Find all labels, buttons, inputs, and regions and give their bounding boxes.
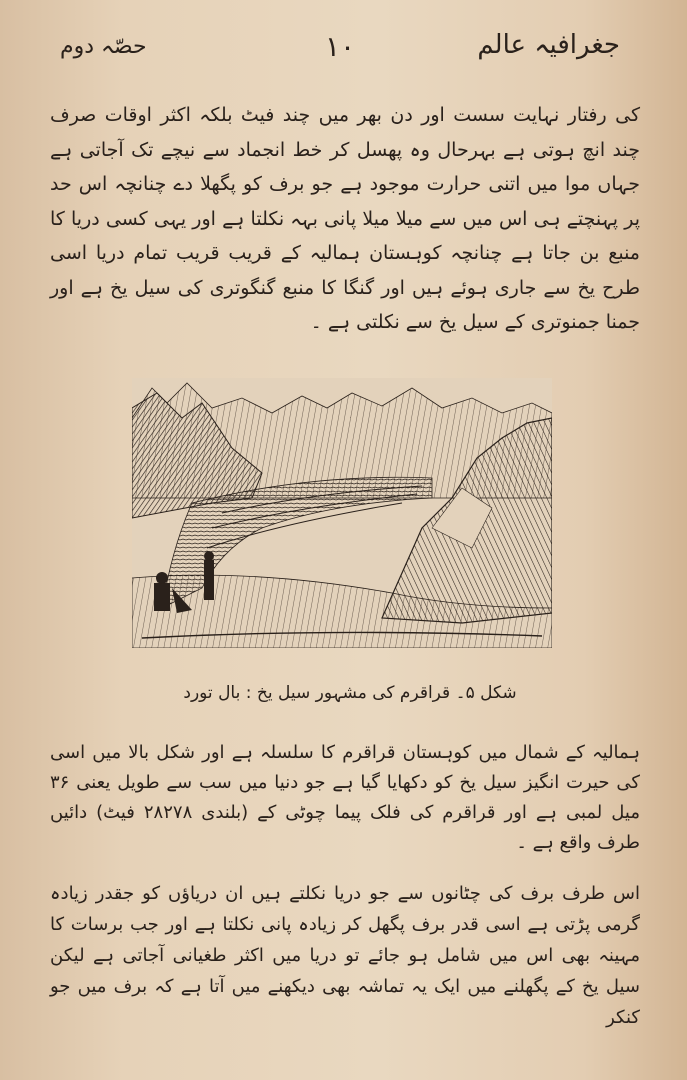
page-number: ۱۰ xyxy=(324,30,356,63)
page-header xyxy=(60,30,620,70)
paragraph-text: ہمالیہ کے شمال میں کوہستان قراقرم کا سلسلہ ہے اور شکل بالا میں اسی کی حیرت انگیز سیل یخ کو دکھایا گیا ہے جو دنیا میں سب سے طویل یعنی ۳۶ میل لمبی ہے اور قراقرم کی فلک پیما چوٹی کے (بلندی ۲۸۲۷۸ فیٹ) دائیں طرف واقع ہے ۔ xyxy=(50,742,640,853)
paragraph-text: کی رفتار نہایت سست اور دن بھر میں چند فیٹ بلکہ اکثر اوقات صرف چند انچ ہوتی ہے بہرحال وہ پھسل کر خط انجماد سے نیچے تک آجاتی ہے جہاں موا میں اتنی حرارت موجود ہے جو برف کو پگھلا دے چنانچہ اس حد پر پہنچتے ہی اس میں سے میلا میلا پانی بہہ نکلتا ہے اور یہی کسی دریا کا منبع بن جاتا ہے چنانچہ کوہستان ہمالیہ کے قریب قریب تمام دریا اسی طرح یخ سے جاری ہوئے ہیں اور گنگا کا منبع گنگوتری کی سیل یخ ہے اور جمنا جمنوتری کے سیل یخ سے نکلتی ہے ۔ xyxy=(50,104,640,333)
running-title: جغرافیہ عالم xyxy=(477,30,620,60)
part-label: حصّہ دوم xyxy=(60,34,147,59)
paragraph-text: اس طرف برف کی چٹانوں سے جو دریا نکلتے ہیں ان دریاؤں کو جقدر زیادہ گرمی پڑتی ہے اسی قدر برف پگھل کر زیادہ پانی نکلتا ہے اور جب برسات کا مہینہ بھی اس میں شامل ہو جائے تو دریا میں اکثر طغیانی آجاتی ہے لیکن سیل یخ کے پگھلنے میں ایک یہ تماشہ بھی دیکھنے میں آتا ہے کہ برف میں جو کنکر xyxy=(50,883,640,1028)
paragraph-1 xyxy=(50,98,640,340)
paragraph-3 xyxy=(50,878,640,1033)
paragraph-2 xyxy=(50,738,640,858)
glacier-engraving xyxy=(132,378,552,648)
figure-caption: شکل ۵۔ قراقرم کی مشہور سیل یخ : بال تورد xyxy=(183,683,517,703)
